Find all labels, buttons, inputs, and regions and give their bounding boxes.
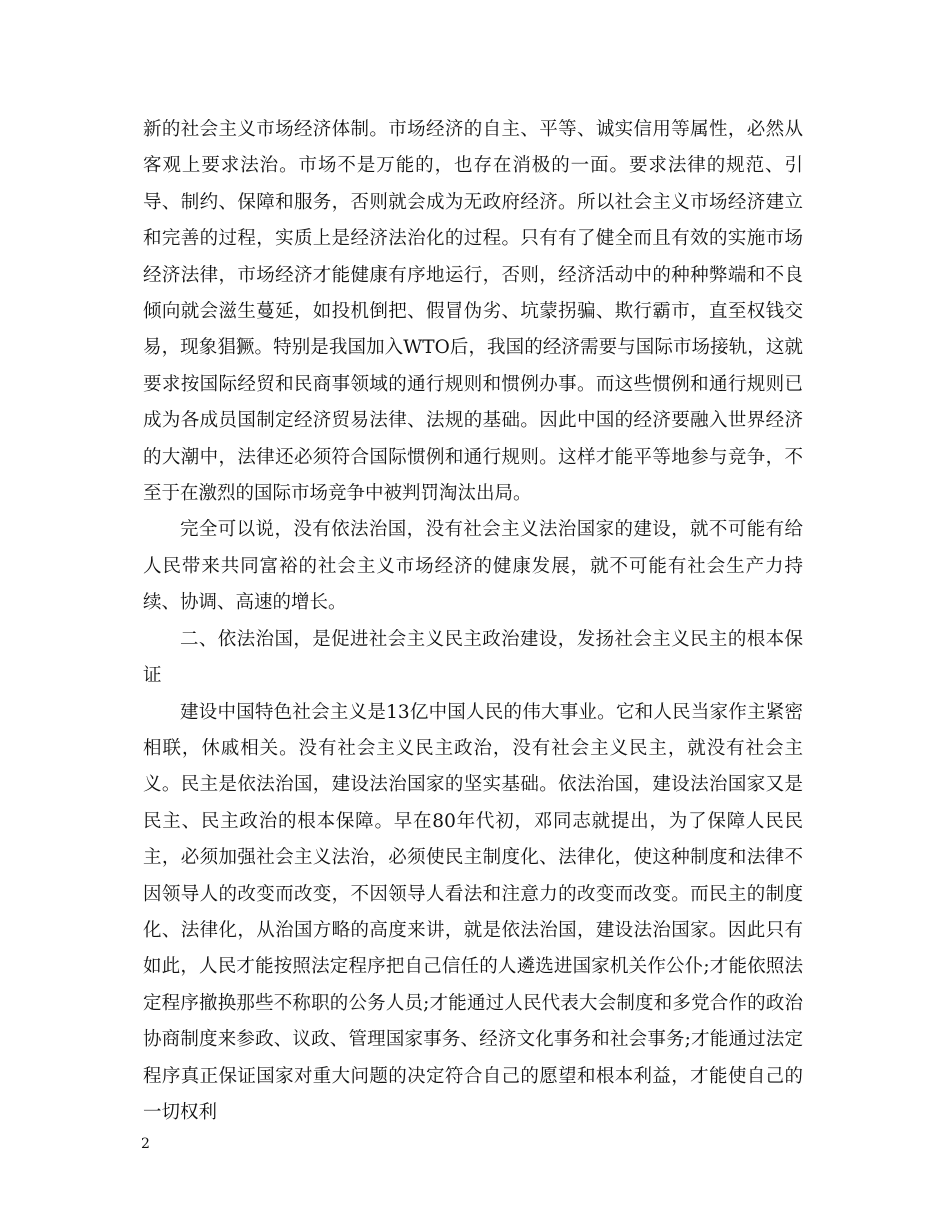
paragraph-continuation: 新的社会主义市场经济体制。市场经济的自主、平等、诚实信用等属性，必然从客观上要求法治。市场不是万能的，也存在消极的一面。要求法律的规范、引导、制约、保障和服务，否则就会成为无政府经济。所以社会主义市场经济建立和完善的过程，实质上是经济法治化的过程。只有有了健全而且有效的实施市场经济法律，市场经济才能健康有序地运行，否则，经济活动中的种种弊端和不良倾向就会滋生蔓延，如投机倒把、假冒伪劣、坑蒙拐骗、欺行霸市，直至权钱交易，现象猖獗。特别是我国加入WTO后，我国的经济需要与国际市场接轨，这就要求按国际经贸和民商事领域的通行规则和惯例办事。而这些惯例和通行规则已成为各成员国制定经济贸易法律、法规的基础。因此中国的经济要融入世界经济的大潮中，法律还必须符合国际惯例和通行规则。这样才能平等地参与竞争，不至于在激烈的国际市场竞争中被判罚淘汰出局。 xyxy=(143,119,803,505)
paragraph-democracy: 建设中国特色社会主义是13亿中国人民的伟大事业。它和人民当家作主紧密相联，休戚相关。没有社会主义民主政治，没有社会主义民主，就没有社会主义。民主是依法治国，建设法治国家的坚实基础。依法治国，建设法治国家又是民主、民主政治的根本保障。早在80年代初，邓同志就提出，为了保障人民民主，必须加强社会主义法治，必须使民主制度化、法律化，使这种制度和法律不因领导人的改变而改变，不因领导人看法和注意力的改变而改变。而民主的制度化、法律化，从治国方略的高度来讲，就是依法治国，建设法治国家。因此只有如此，人民才能按照法定程序把自己信任的人遴选进国家机关作公仆;才能依照法定程序撤换那些不称职的公务人员;才能通过人民代表大会制度和多党合作的政治协商制度来参政、议政、管理国家事务、经济文化事务和社会事务;才能通过法定程序真正保证国家对重大问题的决定符合自己的愿望和根本利益，才能使自己的一切权利 xyxy=(143,701,803,1123)
body-text xyxy=(143,112,803,1131)
section-heading: 二、依法治国，是促进社会主义民主政治建设，发扬社会主义民主的根本保证 xyxy=(143,628,803,687)
paragraph-conclusion: 完全可以说，没有依法治国，没有社会主义法治国家的建设，就不可能有给人民带来共同富裕的社会主义市场经济的健康发展，就不可能有社会生产力持续、协调、高速的增长。 xyxy=(143,519,803,614)
page-number: 2 xyxy=(141,1136,150,1152)
